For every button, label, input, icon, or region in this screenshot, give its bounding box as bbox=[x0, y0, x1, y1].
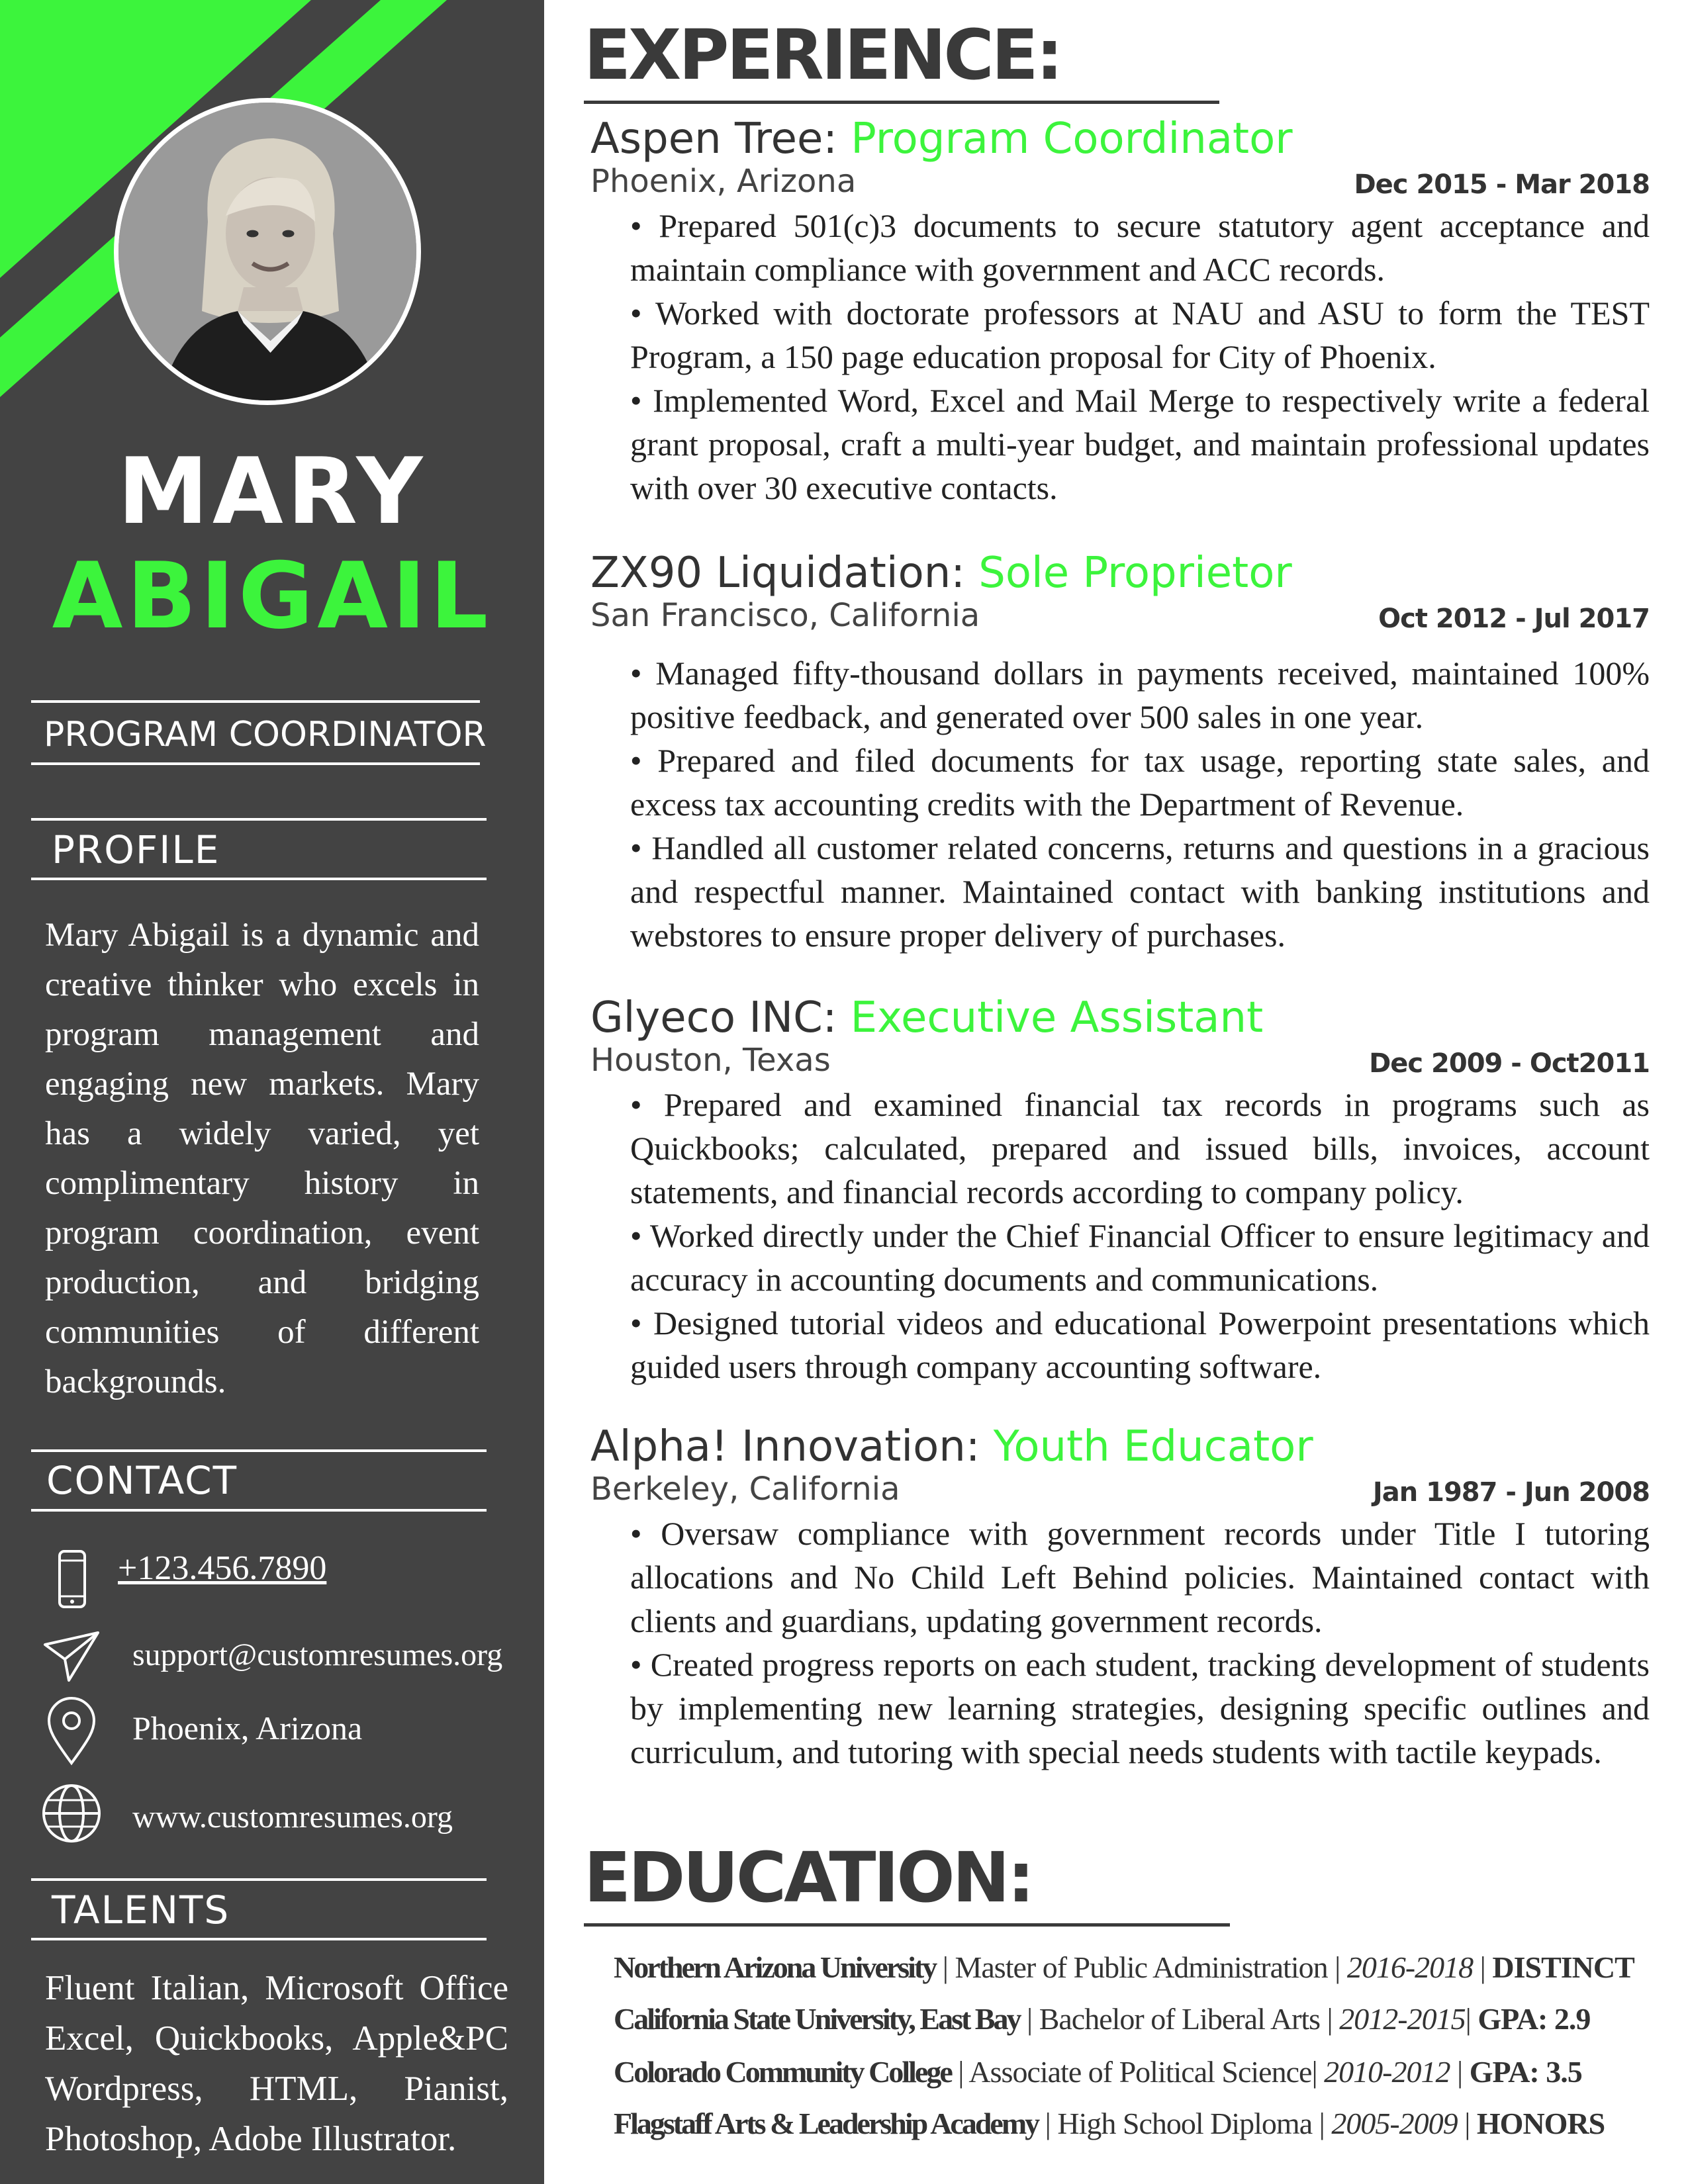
honor: HONORS bbox=[1476, 2107, 1605, 2140]
separator: | bbox=[1320, 2002, 1340, 2036]
divider bbox=[31, 878, 487, 880]
last-name: ABIGAIL bbox=[52, 543, 492, 649]
job-entry bbox=[590, 1420, 1650, 1774]
job-title-line bbox=[590, 1420, 1650, 1473]
person-portrait-icon bbox=[118, 103, 416, 400]
separator: | bbox=[1327, 1950, 1347, 1984]
education-row bbox=[614, 1950, 1673, 1985]
bullet-item: • Handled all customer related concerns, returns and questions in a gracious and respectful manner. Maintained contact with banking institutions and webstores to ensure proper delivery of purchases. bbox=[630, 829, 1650, 954]
honor: DISTINCT bbox=[1492, 1950, 1634, 1984]
bullet-item: • Prepared 501(c)3 documents to secure statutory agent acceptance and maintain compliance with government and ACC records. bbox=[630, 207, 1650, 288]
bullet-item: • Created progress reports on each student, tracking development of students by implementing new learning strategies, designing specific outlines and curriculum, and tutoring with special needs students with tactile keypads. bbox=[630, 1646, 1650, 1770]
bullet-item: • Oversaw compliance with government records under Title I tutoring allocations and No Child Left Behind policies. Maintained contact with clients and guardians, updating government records. bbox=[630, 1515, 1650, 1639]
degree: Bachelor of Liberal Arts bbox=[1039, 2002, 1321, 2036]
job-bullets bbox=[630, 1083, 1650, 1388]
talents-text: Fluent Italian, Microsoft Office Excel, Quickbooks, Apple&PC Wordpress, HTML, Pianist, Photoshop, Adobe Illustrator. bbox=[45, 1969, 508, 2158]
phone-number[interactable]: +123.456.7890 bbox=[118, 1549, 327, 1587]
education-row bbox=[614, 2054, 1673, 2089]
bullet-item: • Worked with doctorate professors at NAU and ASU to form the TEST Program, a 150 page education proposal for City of Phoenix. bbox=[630, 295, 1650, 375]
globe-icon bbox=[40, 1782, 103, 1845]
years: 2016-2018 bbox=[1346, 1950, 1474, 1984]
job-role: Sole Proprietor bbox=[978, 549, 1292, 598]
separator: | bbox=[1465, 2002, 1478, 2036]
first-name: MARY bbox=[117, 438, 427, 545]
job-title: PROGRAM COORDINATOR bbox=[44, 715, 487, 754]
school-name: Colorado Community College bbox=[614, 2055, 951, 2089]
bullet-item: • Worked directly under the Chief Financial Officer to ensure legitimacy and accuracy in accounting documents and communications. bbox=[630, 1217, 1650, 1298]
job-meta bbox=[590, 1042, 1650, 1083]
separator: | bbox=[1038, 2107, 1058, 2140]
job-dates: Oct 2012 - Jul 2017 bbox=[1378, 604, 1650, 634]
years: 2010-2012 bbox=[1324, 2055, 1450, 2089]
years: 2005-2009 bbox=[1331, 2107, 1458, 2140]
divider bbox=[31, 1878, 487, 1881]
job-dates: Jan 1987 - Jun 2008 bbox=[1372, 1477, 1650, 1508]
years: 2012-2015 bbox=[1339, 2002, 1466, 2036]
school-name: Northern Arizona University bbox=[614, 1950, 936, 1984]
heading-underline bbox=[584, 1923, 1230, 1927]
job-title-line bbox=[590, 547, 1650, 600]
location-text: Phoenix, Arizona bbox=[132, 1709, 363, 1747]
divider bbox=[31, 1938, 487, 1940]
bullet-item: • Designed tutorial videos and educational Powerpoint presentations which guided users through company accounting software. bbox=[630, 1304, 1650, 1385]
school-name: Flagstaff Arts & Leadership Academy bbox=[614, 2107, 1039, 2140]
degree: Master of Public Administration bbox=[955, 1950, 1328, 1984]
contact-location-row bbox=[40, 1694, 523, 1760]
send-icon bbox=[40, 1625, 103, 1688]
divider bbox=[31, 1509, 487, 1512]
bullet-item: • Prepared and filed documents for tax usage, reporting state sales, and excess tax accounting credits with the Department of Revenue. bbox=[630, 742, 1650, 823]
job-title-line bbox=[590, 991, 1650, 1044]
divider bbox=[31, 1449, 487, 1452]
separator: | bbox=[951, 2055, 969, 2089]
experience-heading: EXPERIENCE: bbox=[584, 15, 1061, 95]
profile-heading: PROFILE bbox=[52, 827, 220, 872]
education-row bbox=[614, 2001, 1673, 2036]
separator: | bbox=[1473, 1950, 1493, 1984]
job-meta bbox=[590, 597, 1650, 638]
job-title-line bbox=[590, 113, 1650, 165]
job-location: Berkeley, California bbox=[590, 1471, 900, 1508]
main-content bbox=[544, 0, 1688, 2184]
company-name: Aspen Tree: bbox=[590, 114, 837, 163]
separator: | bbox=[935, 1950, 955, 1984]
job-role: Executive Assistant bbox=[850, 993, 1264, 1042]
separator: | bbox=[1312, 2107, 1332, 2140]
job-bullets bbox=[630, 1512, 1650, 1774]
divider bbox=[31, 818, 487, 821]
separator: | bbox=[1019, 2002, 1039, 2036]
bullet-item: • Prepared and examined financial tax records in programs such as Quickbooks; calculated, prepared and issued bills, invoices, account statements, and financial records according to company policy. bbox=[630, 1086, 1650, 1210]
job-bullets bbox=[630, 651, 1650, 957]
contact-heading: CONTACT bbox=[46, 1458, 238, 1503]
degree: Associate of Political Science bbox=[968, 2055, 1312, 2089]
job-role: Program Coordinator bbox=[851, 114, 1293, 163]
bullet-item: • Implemented Word, Excel and Mail Merge to respectively write a federal grant proposal, craft a multi-year budget, and maintain professional updates with over 30 executive contacts. bbox=[630, 382, 1650, 506]
separator: | bbox=[1457, 2107, 1477, 2140]
contact-website-row bbox=[40, 1782, 523, 1848]
education-row bbox=[614, 2106, 1673, 2141]
job-location: San Francisco, California bbox=[590, 597, 980, 634]
company-name: Alpha! Innovation: bbox=[590, 1422, 980, 1471]
job-location: Houston, Texas bbox=[590, 1042, 831, 1079]
job-bullets bbox=[630, 204, 1650, 510]
job-role: Youth Educator bbox=[993, 1422, 1313, 1471]
honor: GPA: 2.9 bbox=[1477, 2002, 1591, 2036]
website-link[interactable]: www.customresumes.org bbox=[132, 1799, 453, 1835]
email-address[interactable]: support@customresumes.org bbox=[132, 1637, 503, 1672]
job-location: Phoenix, Arizona bbox=[590, 163, 857, 200]
sidebar bbox=[0, 0, 544, 2184]
separator: | bbox=[1450, 2055, 1470, 2089]
job-dates: Dec 2015 - Mar 2018 bbox=[1354, 169, 1650, 200]
phone-icon bbox=[40, 1547, 103, 1611]
degree: High School Diploma bbox=[1057, 2107, 1313, 2140]
contact-phone-row bbox=[40, 1547, 523, 1614]
separator: | bbox=[1311, 2055, 1325, 2089]
job-meta bbox=[590, 163, 1650, 204]
location-pin-icon bbox=[40, 1694, 103, 1767]
job-meta bbox=[590, 1471, 1650, 1512]
education-heading: EDUCATION: bbox=[584, 1837, 1033, 1918]
profile-text: Mary Abigail is a dynamic and creative thinker who excels in program management and engaging new markets. Mary has a widely varied, yet complimentary history in program coordination, event production, and bridging communities of different backgrounds. bbox=[45, 917, 479, 1400]
job-entry bbox=[590, 991, 1650, 1388]
divider bbox=[31, 762, 480, 765]
divider bbox=[31, 700, 480, 703]
school-name: California State University, East Bay bbox=[614, 2002, 1020, 2036]
job-entry bbox=[590, 547, 1650, 957]
bullet-item: • Managed fifty-thousand dollars in payments received, maintained 100% positive feedback, and generated over 500 sales in one year. bbox=[630, 655, 1650, 735]
honor: GPA: 3.5 bbox=[1469, 2055, 1582, 2089]
job-entry bbox=[590, 113, 1650, 510]
company-name: ZX90 Liquidation: bbox=[590, 549, 965, 598]
profile-photo bbox=[114, 98, 421, 405]
talents-heading: TALENTS bbox=[52, 1888, 230, 1933]
contact-email-row bbox=[40, 1625, 523, 1691]
company-name: Glyeco INC: bbox=[590, 993, 837, 1042]
heading-underline bbox=[584, 101, 1219, 104]
job-dates: Dec 2009 - Oct2011 bbox=[1369, 1048, 1650, 1079]
